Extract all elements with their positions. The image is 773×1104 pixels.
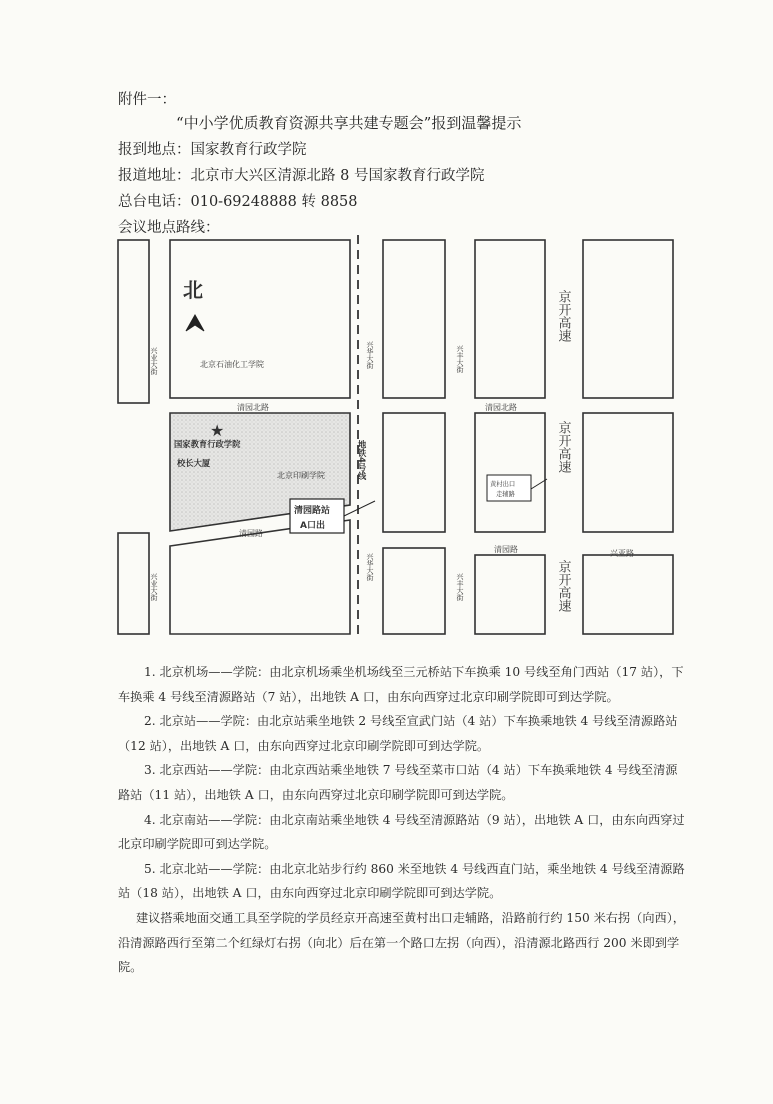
map-block xyxy=(475,555,545,634)
route-advice: 建议搭乘地面交通工具至学院的学员经京开高速至黄村出口走辅路，沿路前行约 150 米右拐（向西），沿清源路西行至第二个红绿灯右拐（向北）后在第一个路口左拐（向西），沿清源北路西行 200 米即到学院。 xyxy=(118,910,685,975)
route-heading: 会议地点路线： xyxy=(118,220,220,236)
report-place: 报到地点：国家教育行政学院 xyxy=(118,142,307,158)
qingyuan-right-label: 清园路 xyxy=(494,545,518,554)
school-sub-label: 校长大厦 xyxy=(177,458,211,468)
map-block xyxy=(583,413,673,532)
qingyuan-north-left-label: 清园北路 xyxy=(237,403,269,412)
north-label: 北 xyxy=(183,278,203,302)
map-block xyxy=(475,240,545,398)
jingkai-label-3: 京开高速 xyxy=(555,560,571,612)
jingkai-label-1: 京开高速 xyxy=(555,290,571,342)
xingye-bottom-label: 兴业大街 xyxy=(150,573,158,601)
printing-label: 北京印刷学院 xyxy=(277,471,325,480)
route-item: 2. 北京站——学院：由北京站乘坐地铁 2 号线至宣武门站（4 站）下车换乘地铁 4 号线至清源路站（12 站），出地铁 A 口，由东向西穿过北京印刷学院即可到达学院。 xyxy=(118,714,678,753)
phone-number: 总台电话：010-69248888 转 8858 xyxy=(118,194,358,210)
xingya-label: 兴亚路 xyxy=(610,549,634,558)
attachment-label: 附件一： xyxy=(118,92,176,108)
star-icon: ★ xyxy=(210,421,225,440)
subway-line-label: 地铁4号线 xyxy=(356,440,366,480)
route-item: 1. 北京机场——学院：由北京机场乘坐机场线至三元桥站下车换乘 10 号线至角门西站（17 站），下车换乘 4 号线至清源路站（7 站），出地铁 A 口，由东向西穿过北京印刷学院即可到达学院。 xyxy=(118,665,684,704)
station-exit: A口出 xyxy=(300,521,325,531)
document-title: “中小学优质教育资源共享共建专题会”报到温馨提示 xyxy=(176,114,522,132)
route-instructions xyxy=(118,660,688,980)
route-map xyxy=(113,235,678,640)
shihua-label: 北京石油化工学院 xyxy=(200,360,264,369)
xingye-top-label: 兴业大街 xyxy=(150,347,158,375)
xingfeng-top-label: 兴丰大街 xyxy=(456,345,464,373)
map-block xyxy=(383,548,445,634)
qingyuan-north-right-label: 清园北路 xyxy=(485,403,517,412)
map-block xyxy=(118,240,149,403)
xingfeng-bottom-label: 兴丰大街 xyxy=(456,573,464,601)
jingkai-label-2: 京开高速 xyxy=(555,421,571,473)
huangcun-exit-label: 黄村出口 xyxy=(490,481,516,488)
huangcun-exit-label-2: 走辅路 xyxy=(496,491,515,498)
qingyuan-left-label: 清园路 xyxy=(239,529,263,538)
map-block xyxy=(583,240,673,398)
xinghua-top-label: 兴华大街 xyxy=(366,341,374,369)
map-block xyxy=(383,240,445,398)
north-arrow-icon xyxy=(186,315,204,331)
xinghua-bottom-label: 兴华大街 xyxy=(366,553,374,581)
map-block xyxy=(118,533,149,634)
report-address: 报道地址：北京市大兴区清源北路 8 号国家教育行政学院 xyxy=(118,168,485,184)
route-item: 5. 北京北站——学院：由北京北站步行约 860 米至地铁 4 号线西直门站，乘坐地铁 4 号线至清源路站（18 站），出地铁 A 口，由东向西穿过北京印刷学院即可到达学院。 xyxy=(118,861,685,901)
route-item: 3. 北京西站——学院：由北京西站乘坐地铁 7 号线至菜市口站（4 站）下车换乘地铁 4 号线至清源路站（11 站），出地铁 A 口，由东向西穿过北京印刷学院即可到达学院。 xyxy=(118,763,678,802)
map-block xyxy=(583,555,673,634)
map-block xyxy=(383,413,445,532)
route-item: 4. 北京南站——学院：由北京南站乘坐地铁 4 号线至清源路站（9 站），出地铁 A 口，由东向西穿过北京印刷学院即可到达学院。 xyxy=(118,812,685,852)
station-name: 清园路站 xyxy=(294,506,331,516)
map-block xyxy=(475,413,545,532)
school-label: 国家教育行政学院 xyxy=(174,439,241,449)
